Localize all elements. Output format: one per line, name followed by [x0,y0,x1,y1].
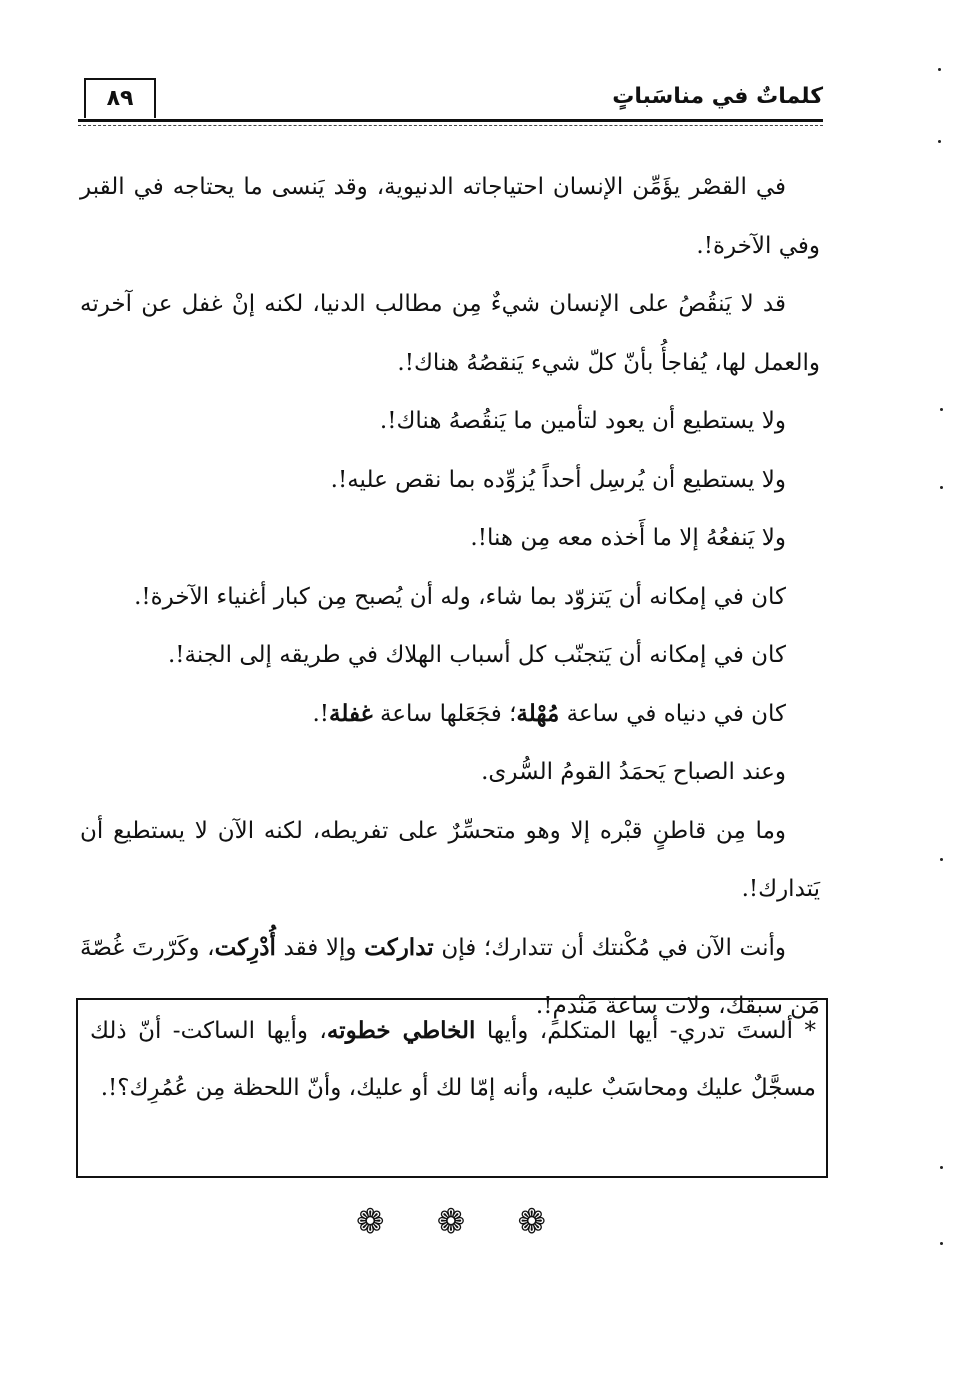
text-run: !. [312,700,330,727]
paragraph: كان في إمكانه أن يَتزوّد بما شاء، وله أن يُصبح مِن كبار أغنياء الآخرة!. [134,583,786,610]
paragraph: قد لا يَنقُصُ على الإنسان شيءٌ مِن مطالب الدنيا، لكنه إنْ غفل عن آخرته والعمل لها، يُفاجأُ بأنّ كلّ شيء يَنقصُهُ هناك!. [80,291,820,376]
flower-ornament-icon: ❁ [356,1202,385,1242]
bold-phrase: الخاطي خطوته [326,1017,476,1044]
paragraph: ولا يستطيع أن يُرسِل أحداً يُزوِّده بما نقص عليه!. [330,466,786,493]
paragraph-with-emphasis [80,685,820,744]
header-rule-dashed [78,125,823,126]
bold-word: تداركت [364,933,434,961]
scan-speck [940,858,943,861]
note-box [76,998,828,1178]
paragraph: في القصْر يؤَمِّن الإنسان احتياجاته الدنيوية، وقد يَنسى ما يحتاجه في القبر وفي الآخرة!. [80,174,820,259]
header-rule [78,119,823,122]
paragraph: كان في إمكانه أن يَتجنّب كل أسباب الهلاك في طريقه إلى الجنة!. [167,642,786,668]
scan-speck [940,486,943,489]
paragraph: وعند الصباح يَحمَدُ القومُ السُّرى. [481,759,786,785]
text-run: ، وكَرّرتَ غُصّةَ مَن سبقك، ولات ساعةَ مَنْدمٍ!. [80,934,820,1019]
paragraph: ولا يستطيع أن يعود لتأمين ما يَنقُصهُ هناك!. [379,408,786,434]
running-title: كلماتٌ في مناسَباتٍ [612,84,823,109]
text-run: ؛ فجَعَلها ساعة [372,700,517,727]
flower-ornament-icon: ❁ [436,1202,466,1242]
text-run: * ألستَ تدري- أيها المتكلم، وأيها [475,1018,817,1044]
text-run: وأنت الآن في مُكْنتك أن تتدارك؛ فإن [433,934,786,961]
paragraph: ولا يَنفعُهُ إلا ما أَخذه معه مِن هنا!. [470,525,786,551]
text-run: ، وأيها الساكت- أنّ ذلك مسجَّلٌ عليك ومحاسَبٌ عليه، وأنه إمّا لك أو عليك، وأنّ اللحظة مِن عُمُرِك؟!. [90,1018,816,1101]
paragraph: وما مِن قاطنٍ قبْره إلا وهو متحسِّرٌ على تفريطه، لكنه الآن لا يستطيع أن يَتدارك!. [80,817,820,902]
page-header [78,78,823,124]
text-run: وإلا فقد [275,934,365,961]
bold-word: مُهْلة [516,699,560,727]
section-ornaments [356,1200,546,1244]
scan-speck [940,1166,943,1169]
scan-speck [938,68,941,71]
text-run: كان في دنياه في ساعة [559,700,786,727]
bold-word: أُدْرِكت [214,933,276,961]
scan-speck [938,140,941,143]
flower-ornament-icon: ❁ [517,1202,546,1242]
scan-speck [940,1242,943,1245]
bold-word: غفلة [329,699,373,727]
scan-speck [940,408,943,411]
note-text [90,1002,816,1117]
page-number: ٨٩ [84,78,156,118]
body-text [80,158,820,1036]
